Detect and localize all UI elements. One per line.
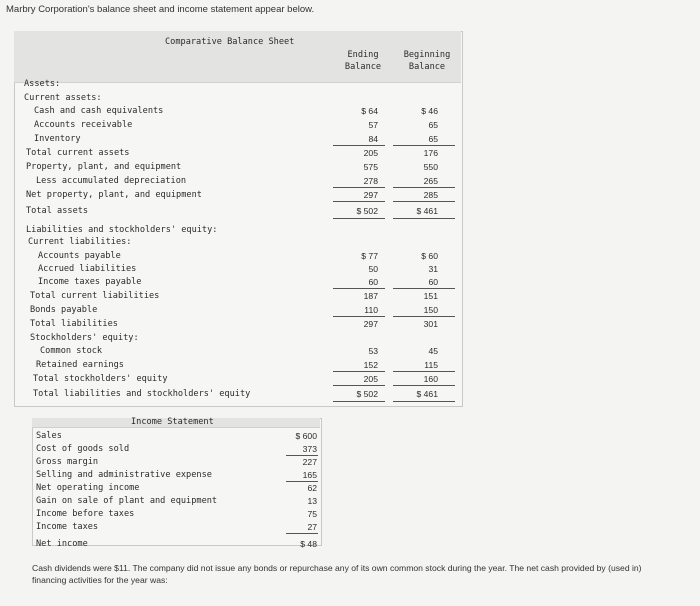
bs-row-label: Total current assets — [26, 148, 130, 158]
underline-rule — [333, 201, 385, 202]
bs-row-label: Total current liabilities — [30, 291, 160, 301]
underline-rule — [393, 288, 455, 289]
bs-row-label: Stockholders' equity: — [30, 333, 139, 343]
bs-beginning-value: $ 461 — [416, 389, 438, 399]
col-beginning-header-2: Balance — [408, 62, 446, 72]
underline-rule — [333, 316, 385, 317]
bs-row-label: Property, plant, and equipment — [26, 162, 182, 172]
bs-ending-value: 60 — [368, 277, 378, 287]
double-underline-rule — [333, 401, 385, 402]
is-row-label: Selling and administrative expense — [36, 470, 212, 480]
is-row-value: 27 — [307, 522, 317, 532]
bs-beginning-value: 265 — [423, 176, 438, 186]
is-row-label: Gain on sale of plant and equipment — [36, 496, 218, 506]
bs-beginning-value: 160 — [423, 374, 438, 384]
question-text: Cash dividends were $11. The company did not issue any bonds or repurchase any of its own common stock during the year. The net cash provided by (used in) financing activities for the year was: — [32, 563, 642, 585]
bs-beginning-value: $ 461 — [416, 206, 438, 216]
is-row-label: Income before taxes — [36, 509, 135, 519]
col-ending-header: Ending — [347, 50, 379, 60]
underline-rule — [393, 371, 455, 372]
is-row-label: Net income — [36, 539, 88, 549]
bs-ending-value: 205 — [363, 374, 378, 384]
bs-beginning-value: 60 — [428, 277, 438, 287]
is-row-value: $ 600 — [295, 431, 317, 441]
bs-beginning-value: 550 — [423, 162, 438, 172]
underline-rule — [393, 187, 455, 188]
underline-rule — [333, 371, 385, 372]
is-row-value: 227 — [302, 457, 317, 467]
bs-beginning-value: $ 60 — [421, 251, 438, 261]
bs-ending-value: 575 — [363, 162, 378, 172]
bs-ending-value: $ 502 — [356, 389, 378, 399]
bs-row-label: Bonds payable — [30, 305, 98, 315]
underline-rule — [393, 316, 455, 317]
bs-beginning-value: 176 — [423, 148, 438, 158]
is-row-label: Income taxes — [36, 522, 99, 532]
bs-row-label: Inventory — [34, 134, 81, 144]
bs-row-label: Common stock — [40, 346, 103, 356]
is-row-label: Cost of goods sold — [36, 444, 130, 454]
bs-beginning-value: 65 — [428, 120, 438, 130]
bs-beginning-value: 285 — [423, 190, 438, 200]
underline-rule — [286, 533, 318, 534]
bs-ending-value: 110 — [364, 305, 378, 315]
bs-ending-value: 187 — [363, 291, 378, 301]
bs-ending-value: 297 — [363, 190, 378, 200]
bs-ending-value: $ 64 — [361, 106, 378, 116]
bs-ending-value: 297 — [363, 319, 378, 329]
double-underline-rule — [393, 401, 455, 402]
underline-rule — [286, 455, 318, 456]
intro-text: Marbry Corporation's balance sheet and income statement appear below. — [6, 4, 315, 15]
underline-rule — [333, 385, 385, 386]
bs-ending-value: 57 — [368, 120, 378, 130]
is-row-value: 13 — [307, 496, 317, 506]
bs-beginning-value: 150 — [423, 305, 438, 315]
underline-rule — [333, 145, 385, 146]
col-beginning-header: Beginning — [403, 50, 451, 60]
underline-rule — [333, 187, 385, 188]
bs-beginning-value: 31 — [428, 264, 438, 274]
bs-ending-value: 50 — [368, 264, 378, 274]
is-row-value: $ 48 — [300, 539, 317, 549]
bs-row-label: Less accumulated depreciation — [36, 176, 187, 186]
is-row-label: Sales — [36, 431, 62, 441]
is-row-label: Gross margin — [36, 457, 99, 467]
bs-row-label: Current assets: — [24, 93, 102, 103]
underline-rule — [393, 385, 455, 386]
bs-ending-value: 205 — [363, 148, 378, 158]
bs-row-label: Accounts payable — [38, 251, 121, 261]
underline-rule — [393, 145, 455, 146]
bs-ending-value: 84 — [368, 134, 378, 144]
bs-row-label: Total liabilities and stockholders' equity — [33, 389, 251, 399]
bs-ending-value: 152 — [363, 360, 378, 370]
bs-row-label: Accounts receivable — [34, 120, 133, 130]
bs-ending-value: 278 — [363, 176, 378, 186]
bs-row-label: Net property, plant, and equipment — [26, 190, 202, 200]
income-statement-title: Income Statement — [131, 417, 214, 427]
col-ending-header-2: Balance — [344, 62, 382, 72]
bs-row-label: Cash and cash equivalents — [34, 106, 164, 116]
bs-row-label: Liabilities and stockholders' equity: — [26, 225, 218, 235]
bs-beginning-value: 65 — [428, 134, 438, 144]
bs-beginning-value: 45 — [428, 346, 438, 356]
underline-rule — [286, 481, 318, 482]
bs-row-label: Total stockholders' equity — [33, 374, 168, 384]
bs-ending-value: 53 — [368, 346, 378, 356]
bs-row-label: Current liabilities: — [28, 237, 132, 247]
bs-row-label: Assets: — [24, 79, 61, 89]
bs-row-label: Total assets — [26, 206, 89, 216]
is-row-value: 75 — [307, 509, 317, 519]
bs-beginning-value: $ 46 — [421, 106, 438, 116]
bs-row-label: Income taxes payable — [38, 277, 142, 287]
bs-row-label: Retained earnings — [36, 360, 124, 370]
bs-row-label: Accrued liabilities — [38, 264, 137, 274]
bs-beginning-value: 115 — [424, 360, 438, 370]
double-underline-rule — [333, 218, 385, 219]
balance-sheet-title: Comparative Balance Sheet — [165, 37, 295, 47]
double-underline-rule — [393, 218, 455, 219]
bs-beginning-value: 151 — [423, 291, 438, 301]
is-row-value: 165 — [302, 470, 317, 480]
bs-ending-value: $ 502 — [356, 206, 378, 216]
is-row-value: 62 — [307, 483, 317, 493]
is-row-value: 373 — [302, 444, 317, 454]
underline-rule — [333, 288, 385, 289]
is-row-label: Net operating income — [36, 483, 140, 493]
bs-row-label: Total liabilities — [30, 319, 118, 329]
bs-ending-value: $ 77 — [361, 251, 378, 261]
underline-rule — [393, 201, 455, 202]
bs-beginning-value: 301 — [423, 319, 438, 329]
